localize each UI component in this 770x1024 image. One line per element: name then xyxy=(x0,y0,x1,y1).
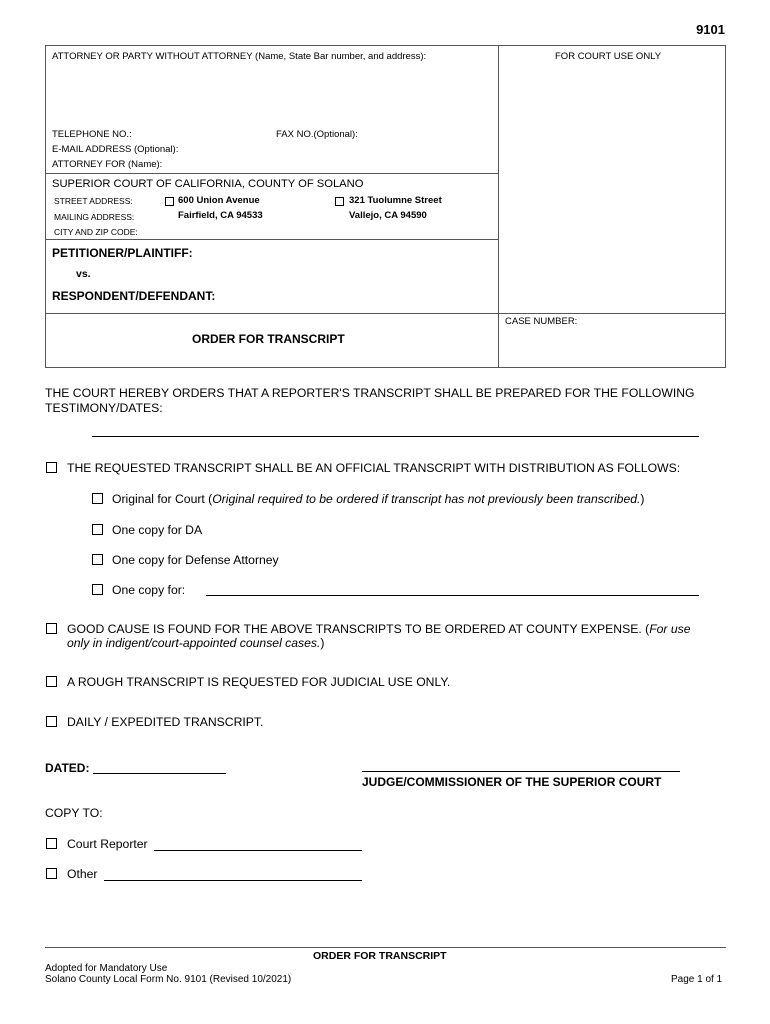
court-use-divider xyxy=(498,45,499,368)
footer-divider xyxy=(45,947,726,948)
good-cause-checkbox[interactable] xyxy=(46,623,57,634)
footer-page: Page 1 of 1 xyxy=(671,974,723,985)
testimony-dates-line[interactable] xyxy=(92,436,699,437)
vallejo-checkbox[interactable] xyxy=(335,197,344,206)
original-court-text: Original for Court (Original required to be ordered if transcript has not previously been transcribed.) xyxy=(112,492,645,506)
judge-label: JUDGE/COMMISSIONER OF THE SUPERIOR COURT xyxy=(362,775,662,789)
telephone-label: TELEPHONE NO.: xyxy=(52,129,132,140)
vallejo-city: Vallejo, CA 94590 xyxy=(349,210,427,221)
rough-transcript-checkbox[interactable] xyxy=(46,676,57,687)
attorney-label: ATTORNEY OR PARTY WITHOUT ATTORNEY (Name, State Bar number, and address): xyxy=(52,51,427,62)
caption-box xyxy=(45,45,726,368)
copy-defense-text: One copy for Defense Attorney xyxy=(112,553,279,567)
city-zip-label: CITY AND ZIP CODE: xyxy=(54,227,138,237)
case-number-label: CASE NUMBER: xyxy=(505,316,578,327)
original-court-checkbox[interactable] xyxy=(92,493,103,504)
daily-transcript-text: DAILY / EXPEDITED TRANSCRIPT. xyxy=(67,715,264,729)
form-number: 9101 xyxy=(696,22,725,37)
good-cause-text-line1: GOOD CAUSE IS FOUND FOR THE ABOVE TRANSCRIPTS TO BE ORDERED AT COUNTY EXPENSE. (For use xyxy=(67,622,691,636)
vallejo-street: 321 Tuolumne Street xyxy=(349,195,442,206)
email-label: E-MAIL ADDRESS (Optional): xyxy=(52,144,179,155)
court-use-label: FOR COURT USE ONLY xyxy=(555,51,662,62)
form-title: ORDER FOR TRANSCRIPT xyxy=(192,332,345,346)
fairfield-city: Fairfield, CA 94533 xyxy=(178,210,263,221)
rough-transcript-text: A ROUGH TRANSCRIPT IS REQUESTED FOR JUDICIAL USE ONLY. xyxy=(67,675,451,689)
court-name: SUPERIOR COURT OF CALIFORNIA, COUNTY OF SOLANO xyxy=(52,178,364,190)
parties-section-divider xyxy=(45,239,498,240)
attorney-for-label: ATTORNEY FOR (Name): xyxy=(52,159,163,170)
order-text-line1: THE COURT HEREBY ORDERS THAT A REPORTER'S TRANSCRIPT SHALL BE PREPARED FOR THE FOLLOWING xyxy=(45,386,695,400)
other-line[interactable] xyxy=(104,880,362,881)
copy-da-checkbox[interactable] xyxy=(92,524,103,535)
fairfield-street: 600 Union Avenue xyxy=(178,195,260,206)
court-section-divider xyxy=(45,173,498,174)
order-text-line2: TESTIMONY/DATES: xyxy=(45,401,163,415)
copy-for-text: One copy for: xyxy=(112,583,186,597)
mailing-address-label: MAILING ADDRESS: xyxy=(54,212,135,222)
dated-line[interactable] xyxy=(93,773,226,774)
court-reporter-text: Court Reporter xyxy=(67,837,148,851)
court-reporter-line[interactable] xyxy=(154,850,362,851)
footer-adopted: Adopted for Mandatory Use xyxy=(45,963,168,974)
petitioner-label: PETITIONER/PLAINTIFF: xyxy=(52,246,193,260)
judge-signature-line[interactable] xyxy=(362,771,680,772)
copy-da-text: One copy for DA xyxy=(112,523,203,537)
copy-for-line[interactable] xyxy=(206,595,699,596)
official-transcript-text: THE REQUESTED TRANSCRIPT SHALL BE AN OFFICIAL TRANSCRIPT WITH DISTRIBUTION AS FOLLOWS: xyxy=(67,461,681,475)
copy-to-label: COPY TO: xyxy=(45,806,103,820)
footer-form-info: Solano County Local Form No. 9101 (Revised 10/2021) xyxy=(45,974,292,985)
copy-for-checkbox[interactable] xyxy=(92,584,103,595)
court-reporter-checkbox[interactable] xyxy=(46,838,57,849)
copy-defense-checkbox[interactable] xyxy=(92,554,103,565)
daily-transcript-checkbox[interactable] xyxy=(46,716,57,727)
other-checkbox[interactable] xyxy=(46,868,57,879)
dated-label: DATED: xyxy=(45,761,90,775)
footer-title: ORDER FOR TRANSCRIPT xyxy=(313,950,447,962)
respondent-label: RESPONDENT/DEFENDANT: xyxy=(52,289,216,303)
vs-label: vs. xyxy=(76,268,91,280)
title-section-divider xyxy=(45,313,726,314)
official-transcript-checkbox[interactable] xyxy=(46,462,57,473)
street-address-label: STREET ADDRESS: xyxy=(54,196,133,206)
other-text: Other xyxy=(67,867,98,881)
good-cause-text-line2: only in indigent/court-appointed counsel cases.) xyxy=(67,636,325,650)
fairfield-checkbox[interactable] xyxy=(165,197,174,206)
fax-label: FAX NO.(Optional): xyxy=(276,129,358,140)
